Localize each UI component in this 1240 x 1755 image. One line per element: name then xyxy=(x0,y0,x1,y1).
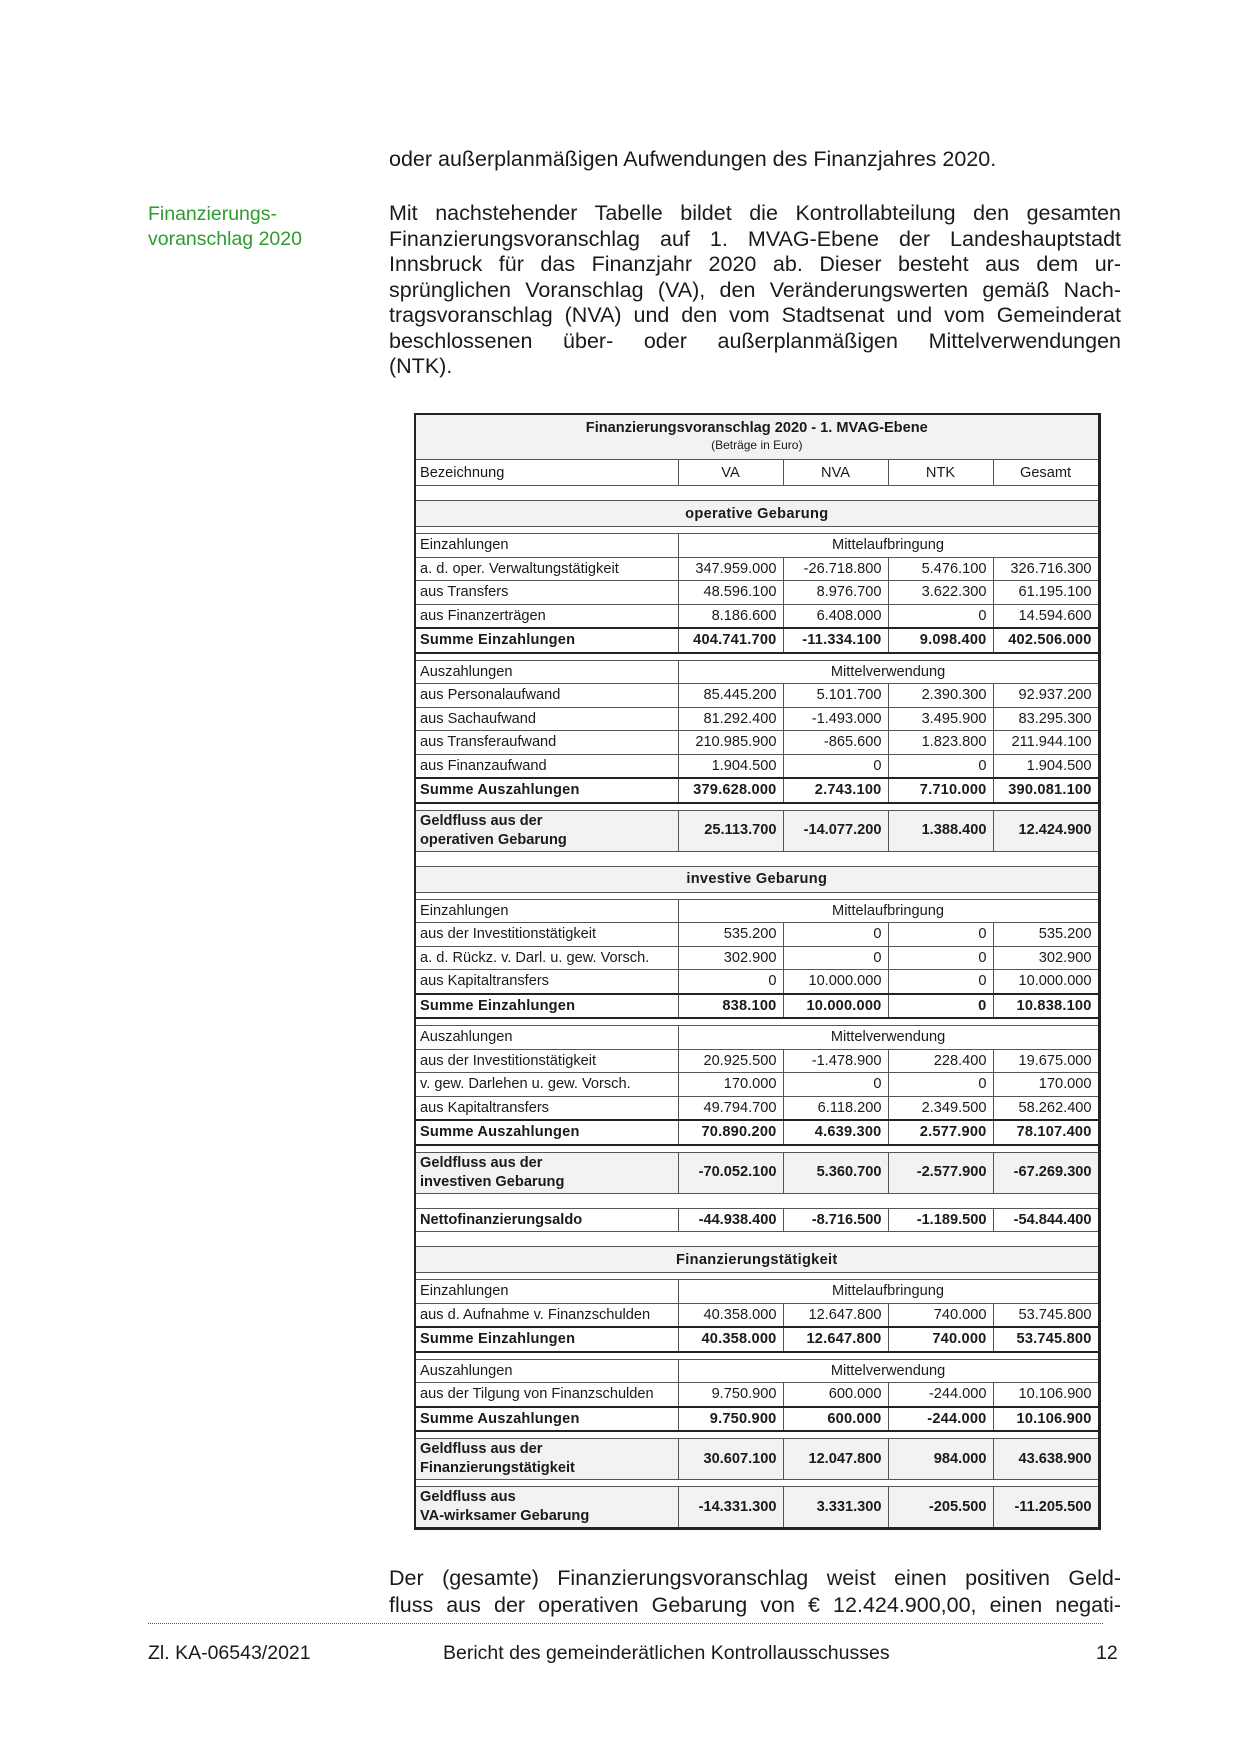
paragraph-line: Mit nachstehender Tabelle bildet die Kontrollabteilung den gesamten xyxy=(389,201,1121,225)
value-cell: 12.047.800 xyxy=(783,1439,888,1480)
value-cell: -865.600 xyxy=(783,731,888,755)
value-cell: 740.000 xyxy=(888,1303,993,1327)
value-cell: -1.478.900 xyxy=(783,1049,888,1073)
row-label: Summe Einzahlungen xyxy=(415,1327,678,1352)
value-cell: 0 xyxy=(888,1073,993,1097)
value-cell: 0 xyxy=(783,1073,888,1097)
value-cell: 535.200 xyxy=(993,923,1099,947)
group-span-label: Mittelaufbringung xyxy=(678,1280,1099,1304)
intro-line: oder außerplanmäßigen Aufwendungen des Finanzjahres 2020. xyxy=(389,147,997,171)
value-cell: 19.675.000 xyxy=(993,1049,1099,1073)
table-row xyxy=(415,1073,1099,1097)
value-cell: 6.408.000 xyxy=(783,604,888,628)
cashflow-row xyxy=(415,810,1099,851)
row-label: aus der Investitionstätigkeit xyxy=(415,923,678,947)
sum-row xyxy=(415,994,1099,1019)
spacer-row xyxy=(415,486,1099,501)
value-cell: -244.000 xyxy=(888,1407,993,1432)
spacer-row xyxy=(415,892,1099,899)
value-cell: 0 xyxy=(888,994,993,1019)
row-label: aus d. Aufnahme v. Finanzschulden xyxy=(415,1303,678,1327)
value-cell: 12.647.800 xyxy=(783,1303,888,1327)
spacer-cell xyxy=(415,1145,1099,1153)
table-row xyxy=(415,946,1099,970)
spacer-cell xyxy=(415,1018,1099,1026)
group-header-row xyxy=(415,534,1099,558)
sidebar-heading xyxy=(148,202,302,251)
row-label: Summe Auszahlungen xyxy=(415,778,678,803)
row-label: Summe Einzahlungen xyxy=(415,994,678,1019)
spacer-row xyxy=(415,1273,1099,1280)
value-cell: -14.077.200 xyxy=(783,810,888,851)
value-cell: 6.118.200 xyxy=(783,1096,888,1120)
section-title: operative Gebarung xyxy=(415,501,1099,527)
value-cell: -14.331.300 xyxy=(678,1487,783,1529)
spacer-row xyxy=(415,1480,1099,1487)
cashflow-row xyxy=(415,1439,1099,1480)
footer-report-title: Bericht des gemeinderätlichen Kontrollausschusses xyxy=(443,1642,890,1664)
group-span-label: Mittelverwendung xyxy=(678,660,1099,684)
value-cell: 61.195.100 xyxy=(993,581,1099,605)
spacer-cell xyxy=(415,892,1099,899)
value-cell: 1.388.400 xyxy=(888,810,993,851)
value-cell: 2.390.300 xyxy=(888,684,993,708)
spacer-cell xyxy=(415,653,1099,661)
value-cell: 170.000 xyxy=(678,1073,783,1097)
paragraph-line: sprünglichen Voranschlag (VA), den Veränderungswerten gemäß Nach- xyxy=(389,277,1121,302)
paragraph-line: Innsbruck für das Finanzjahr 2020 ab. Dieser besteht aus dem ur- xyxy=(389,252,1121,276)
section-title: investive Gebarung xyxy=(415,866,1099,892)
value-cell: 78.107.400 xyxy=(993,1120,1099,1145)
paragraph-line: Finanzierungsvoranschlag auf 1. MVAG-Ebene der Landeshauptstadt xyxy=(389,226,1121,251)
value-cell: 600.000 xyxy=(783,1383,888,1407)
section-header-row xyxy=(415,866,1099,892)
value-cell: 7.710.000 xyxy=(888,778,993,803)
value-cell: 53.745.800 xyxy=(993,1327,1099,1352)
row-label xyxy=(415,1439,678,1480)
spacer-cell xyxy=(415,1273,1099,1280)
group-label: Auszahlungen xyxy=(415,660,678,684)
section-title: Finanzierungstätigkeit xyxy=(415,1247,1099,1273)
value-cell: -11.205.500 xyxy=(993,1487,1099,1529)
table-row xyxy=(415,731,1099,755)
row-label: aus der Investitionstätigkeit xyxy=(415,1049,678,1073)
value-cell: 0 xyxy=(888,923,993,947)
column-header: NVA xyxy=(783,460,888,486)
value-cell: 0 xyxy=(783,946,888,970)
row-label: a. d. Rückz. v. Darl. u. gew. Vorsch. xyxy=(415,946,678,970)
value-cell: 10.000.000 xyxy=(783,994,888,1019)
spacer-cell xyxy=(415,486,1099,501)
value-cell: 3.495.900 xyxy=(888,707,993,731)
row-label: Summe Einzahlungen xyxy=(415,628,678,653)
value-cell: -2.577.900 xyxy=(888,1152,993,1193)
row-label: Summe Auszahlungen xyxy=(415,1407,678,1432)
spacer-cell xyxy=(415,851,1099,866)
value-cell: 390.081.100 xyxy=(993,778,1099,803)
closing-line: Der (gesamte) Finanzierungsvoranschlag weist einen positiven Geld- xyxy=(389,1566,1121,1590)
spacer-row xyxy=(415,1352,1099,1360)
section-header-row xyxy=(415,501,1099,527)
row-label-line: operativen Gebarung xyxy=(420,831,567,848)
group-span-label: Mittelverwendung xyxy=(678,1026,1099,1050)
row-label: Summe Auszahlungen xyxy=(415,1120,678,1145)
value-cell: 9.750.900 xyxy=(678,1383,783,1407)
column-header: Bezeichnung xyxy=(415,460,678,486)
value-cell: -8.716.500 xyxy=(783,1208,888,1232)
value-cell: 30.607.100 xyxy=(678,1439,783,1480)
value-cell: 0 xyxy=(888,946,993,970)
paragraph-line: (NTK). xyxy=(389,354,453,378)
value-cell: 53.745.800 xyxy=(993,1303,1099,1327)
value-cell: 379.628.000 xyxy=(678,778,783,803)
table-row xyxy=(415,557,1099,581)
value-cell: 83.295.300 xyxy=(993,707,1099,731)
group-label: Auszahlungen xyxy=(415,1359,678,1383)
value-cell: 81.292.400 xyxy=(678,707,783,731)
table-row xyxy=(415,1303,1099,1327)
group-span-label: Mittelverwendung xyxy=(678,1359,1099,1383)
value-cell: 402.506.000 xyxy=(993,628,1099,653)
value-cell: 3.331.300 xyxy=(783,1487,888,1529)
table-row xyxy=(415,754,1099,778)
value-cell: 2.349.500 xyxy=(888,1096,993,1120)
spacer-cell xyxy=(415,1232,1099,1247)
footer-page-number: 12 xyxy=(1096,1642,1118,1664)
row-label: aus Finanzerträgen xyxy=(415,604,678,628)
value-cell: 326.716.300 xyxy=(993,557,1099,581)
paragraph-line: tragsvoranschlag (NVA) und den vom Stadtsenat und vom Gemeinderat xyxy=(389,303,1121,327)
value-cell: -1.493.000 xyxy=(783,707,888,731)
sidebar-heading-line-1: Finanzierungs- xyxy=(148,203,277,225)
value-cell: 10.106.900 xyxy=(993,1383,1099,1407)
value-cell: 0 xyxy=(888,604,993,628)
column-header: Gesamt xyxy=(993,460,1099,486)
row-label xyxy=(415,1152,678,1193)
spacer-row xyxy=(415,1193,1099,1208)
table-row xyxy=(415,970,1099,994)
group-label: Auszahlungen xyxy=(415,1026,678,1050)
spacer-row xyxy=(415,653,1099,661)
spacer-row xyxy=(415,527,1099,534)
value-cell: 1.823.800 xyxy=(888,731,993,755)
value-cell: -26.718.800 xyxy=(783,557,888,581)
spacer-cell xyxy=(415,1480,1099,1487)
footer-reference: Zl. KA-06543/2021 xyxy=(148,1642,311,1664)
value-cell: 9.098.400 xyxy=(888,628,993,653)
spacer-row xyxy=(415,1018,1099,1026)
row-label: aus Kapitaltransfers xyxy=(415,1096,678,1120)
value-cell: 0 xyxy=(888,970,993,994)
section-header-row xyxy=(415,1247,1099,1273)
group-header-row xyxy=(415,1359,1099,1383)
value-cell: 600.000 xyxy=(783,1407,888,1432)
table-row xyxy=(415,581,1099,605)
value-cell: 535.200 xyxy=(678,923,783,947)
value-cell: 5.476.100 xyxy=(888,557,993,581)
footer-divider xyxy=(148,1623,1103,1624)
spacer-row xyxy=(415,851,1099,866)
closing-paragraph xyxy=(389,1566,1121,1619)
row-label: aus Sachaufwand xyxy=(415,707,678,731)
value-cell: -244.000 xyxy=(888,1383,993,1407)
value-cell: 2.743.100 xyxy=(783,778,888,803)
row-label-line: Finanzierungstätigkeit xyxy=(420,1460,575,1476)
value-cell: 404.741.700 xyxy=(678,628,783,653)
row-label-line: investiven Gebarung xyxy=(420,1173,565,1190)
spacer-row xyxy=(415,803,1099,811)
row-label-line: Geldfluss aus der xyxy=(420,1154,543,1171)
value-cell: 12.424.900 xyxy=(993,810,1099,851)
table-row xyxy=(415,1383,1099,1407)
row-label-line: Geldfluss aus der xyxy=(420,1441,543,1457)
value-cell: 12.647.800 xyxy=(783,1327,888,1352)
value-cell: 0 xyxy=(888,754,993,778)
value-cell: 85.445.200 xyxy=(678,684,783,708)
sidebar-heading-line-2: voranschlag 2020 xyxy=(148,227,302,250)
value-cell: 40.358.000 xyxy=(678,1303,783,1327)
value-cell: 40.358.000 xyxy=(678,1327,783,1352)
value-cell: 228.400 xyxy=(888,1049,993,1073)
value-cell: 48.596.100 xyxy=(678,581,783,605)
group-label: Einzahlungen xyxy=(415,899,678,923)
row-label xyxy=(415,1487,678,1529)
financing-budget-table xyxy=(414,413,1101,1530)
value-cell: -205.500 xyxy=(888,1487,993,1529)
spacer-row xyxy=(415,1232,1099,1247)
value-cell: 984.000 xyxy=(888,1439,993,1480)
value-cell: 3.622.300 xyxy=(888,581,993,605)
column-header: NTK xyxy=(888,460,993,486)
spacer-cell xyxy=(415,1431,1099,1439)
value-cell: 92.937.200 xyxy=(993,684,1099,708)
intro-paragraph xyxy=(389,201,1121,380)
value-cell: 1.904.500 xyxy=(993,754,1099,778)
value-cell: 210.985.900 xyxy=(678,731,783,755)
value-cell: 58.262.400 xyxy=(993,1096,1099,1120)
net-financing-row xyxy=(415,1208,1099,1232)
value-cell: -67.269.300 xyxy=(993,1152,1099,1193)
cashflow-row xyxy=(415,1487,1099,1529)
row-label: aus der Tilgung von Finanzschulden xyxy=(415,1383,678,1407)
value-cell: -54.844.400 xyxy=(993,1208,1099,1232)
table-row xyxy=(415,707,1099,731)
value-cell: 740.000 xyxy=(888,1327,993,1352)
row-label: Nettofinanzierungsaldo xyxy=(415,1208,678,1232)
value-cell: -70.052.100 xyxy=(678,1152,783,1193)
value-cell: 25.113.700 xyxy=(678,810,783,851)
row-label: v. gew. Darlehen u. gew. Vorsch. xyxy=(415,1073,678,1097)
value-cell: 5.101.700 xyxy=(783,684,888,708)
value-cell: 302.900 xyxy=(678,946,783,970)
row-label: aus Transfers xyxy=(415,581,678,605)
row-label: aus Transferaufwand xyxy=(415,731,678,755)
value-cell: 5.360.700 xyxy=(783,1152,888,1193)
group-span-label: Mittelaufbringung xyxy=(678,899,1099,923)
value-cell: 0 xyxy=(678,970,783,994)
sum-row xyxy=(415,1407,1099,1432)
row-label-line: Geldfluss aus xyxy=(420,1489,516,1505)
value-cell: 14.594.600 xyxy=(993,604,1099,628)
table-title-cell xyxy=(415,414,1099,460)
closing-line: fluss aus der operativen Gebarung von € 12.424.900,00, einen negati- xyxy=(389,1592,1121,1617)
sum-row xyxy=(415,628,1099,653)
value-cell: 10.106.900 xyxy=(993,1407,1099,1432)
value-cell: 1.904.500 xyxy=(678,754,783,778)
table-title-row xyxy=(415,414,1099,460)
group-header-row xyxy=(415,899,1099,923)
group-label: Einzahlungen xyxy=(415,1280,678,1304)
value-cell: 2.577.900 xyxy=(888,1120,993,1145)
value-cell: 4.639.300 xyxy=(783,1120,888,1145)
spacer-cell xyxy=(415,803,1099,811)
value-cell: 0 xyxy=(783,754,888,778)
table-title: Finanzierungsvoranschlag 2020 - 1. MVAG-Ebene xyxy=(585,420,928,436)
cashflow-row xyxy=(415,1152,1099,1193)
value-cell: 70.890.200 xyxy=(678,1120,783,1145)
value-cell: 8.976.700 xyxy=(783,581,888,605)
value-cell: 20.925.500 xyxy=(678,1049,783,1073)
table-row xyxy=(415,1049,1099,1073)
value-cell: 347.959.000 xyxy=(678,557,783,581)
value-cell: 8.186.600 xyxy=(678,604,783,628)
table-header-row xyxy=(415,460,1099,486)
row-label: aus Personalaufwand xyxy=(415,684,678,708)
spacer-cell xyxy=(415,1193,1099,1208)
spacer-row xyxy=(415,1145,1099,1153)
row-label: aus Finanzaufwand xyxy=(415,754,678,778)
paragraph-line: beschlossenen über- oder außerplanmäßigen Mittelverwendungen xyxy=(389,328,1121,353)
value-cell: 9.750.900 xyxy=(678,1407,783,1432)
row-label: aus Kapitaltransfers xyxy=(415,970,678,994)
table-subtitle: (Beträge in Euro) xyxy=(711,438,803,452)
column-header: VA xyxy=(678,460,783,486)
table-row xyxy=(415,1096,1099,1120)
value-cell: 838.100 xyxy=(678,994,783,1019)
sum-row xyxy=(415,778,1099,803)
value-cell: 43.638.900 xyxy=(993,1439,1099,1480)
spacer-row xyxy=(415,1431,1099,1439)
table-row xyxy=(415,684,1099,708)
value-cell: 0 xyxy=(783,923,888,947)
value-cell: -1.189.500 xyxy=(888,1208,993,1232)
value-cell: 10.000.000 xyxy=(783,970,888,994)
value-cell: 170.000 xyxy=(993,1073,1099,1097)
row-label-line: VA-wirksamer Gebarung xyxy=(420,1508,590,1524)
group-header-row xyxy=(415,660,1099,684)
group-header-row xyxy=(415,1280,1099,1304)
table-row xyxy=(415,923,1099,947)
sum-row xyxy=(415,1327,1099,1352)
financing-table-container xyxy=(414,413,1100,1530)
spacer-cell xyxy=(415,1352,1099,1360)
value-cell: 10.838.100 xyxy=(993,994,1099,1019)
value-cell: -11.334.100 xyxy=(783,628,888,653)
group-header-row xyxy=(415,1026,1099,1050)
group-span-label: Mittelaufbringung xyxy=(678,534,1099,558)
sum-row xyxy=(415,1120,1099,1145)
row-label xyxy=(415,810,678,851)
value-cell: 302.900 xyxy=(993,946,1099,970)
row-label-line: Geldfluss aus der xyxy=(420,812,543,829)
value-cell: 211.944.100 xyxy=(993,731,1099,755)
value-cell: -44.938.400 xyxy=(678,1208,783,1232)
table-row xyxy=(415,604,1099,628)
group-label: Einzahlungen xyxy=(415,534,678,558)
row-label: a. d. oper. Verwaltungstätigkeit xyxy=(415,557,678,581)
value-cell: 10.000.000 xyxy=(993,970,1099,994)
value-cell: 49.794.700 xyxy=(678,1096,783,1120)
spacer-cell xyxy=(415,527,1099,534)
